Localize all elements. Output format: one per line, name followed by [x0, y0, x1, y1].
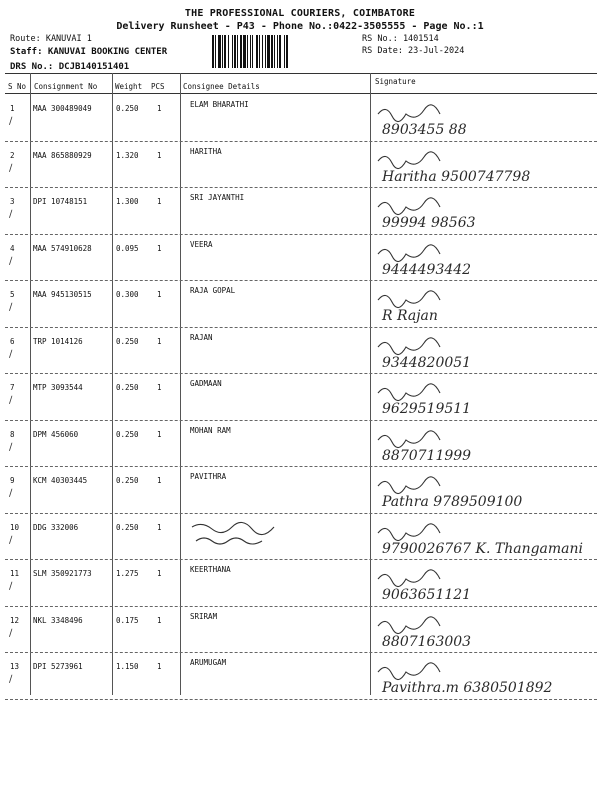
handwritten-signature [372, 658, 592, 702]
col-header-pcs: PCS [151, 82, 165, 91]
row-sno: 2 [10, 150, 15, 160]
row-weight: 0.250 [116, 383, 139, 392]
signature-text: 8870711999 [382, 447, 472, 464]
handwritten-signature [372, 333, 592, 377]
row-pcs: 1 [157, 104, 162, 113]
signature-text: 99994 98563 [382, 215, 476, 231]
signature-text: 9790026767 K. Thangamani [382, 540, 584, 557]
pen-tick-mark: ∕ [9, 302, 13, 313]
route-label: Route: KANUVAI 1 [10, 34, 92, 44]
col-header-weight: Weight [115, 82, 143, 91]
signature-text: 9063651121 [382, 587, 472, 603]
col-divider [180, 73, 181, 695]
row-pcs: 1 [157, 476, 162, 485]
handwritten-signature [372, 565, 592, 609]
row-consignment-no: MAA 945130515 [33, 290, 92, 299]
row-pcs: 1 [157, 522, 162, 532]
document-subtitle: Delivery Runsheet - P43 - Phone No.:0422-3505555 - Page No.:1 [116, 21, 484, 32]
pen-tick-mark: ∕ [9, 255, 13, 267]
pen-tick-mark: ∕ [9, 395, 13, 406]
col-header-consignment: Consignment No [34, 82, 98, 91]
document-title: THE PROFESSIONAL COURIERS, COIMBATORE [184, 8, 416, 19]
row-sno: 5 [10, 290, 15, 299]
row-pcs: 1 [157, 150, 162, 160]
staff-label: Staff: KANUVAI BOOKING CENTER [10, 47, 168, 57]
row-consignee: GADMAAN [190, 379, 222, 388]
pen-tick-mark: ∕ [9, 348, 13, 360]
row-sno: 10 [10, 522, 20, 532]
handwritten-signature [372, 379, 592, 423]
row-consignee: ARUMUGAM [190, 658, 227, 667]
row-pcs: 1 [157, 383, 162, 392]
row-consignment-no: KCM 40303445 [33, 476, 88, 485]
row-weight: 1.275 [116, 569, 139, 578]
row-sno: 13 [10, 662, 20, 671]
row-weight: 0.300 [116, 290, 139, 299]
pen-tick-mark: ∕ [9, 441, 13, 453]
row-sno: 9 [10, 476, 15, 485]
row-weight: 0.250 [116, 476, 139, 485]
handwritten-signature [372, 426, 592, 470]
row-pcs: 1 [157, 615, 162, 625]
pen-tick-mark: ∕ [9, 627, 13, 639]
col-divider [112, 73, 113, 695]
drs-number: DRS No.: DCJB140151401 [10, 62, 130, 72]
row-sno: 6 [10, 336, 15, 346]
row-consignment-no: MAA 574910628 [33, 243, 92, 253]
row-sno: 3 [10, 197, 15, 206]
pen-tick-mark: ∕ [9, 488, 13, 499]
row-weight: 0.250 [116, 429, 139, 439]
signature-text: 9444493442 [382, 261, 472, 278]
handwritten-signature [372, 286, 592, 330]
signature-text: 9344820051 [382, 354, 472, 371]
signature-text: Pavithra.m 6380501892 [382, 680, 553, 696]
row-consignment-no: MTP 3093544 [33, 383, 83, 392]
handwritten-signature [372, 147, 592, 191]
row-sno: 11 [10, 569, 20, 578]
header-top-rule [5, 73, 597, 74]
signature-text: Haritha 9500747798 [382, 168, 531, 185]
handwritten-signature [372, 193, 592, 237]
row-consignment-no: MAA 865880929 [33, 150, 92, 160]
handwritten-signature [372, 519, 592, 563]
row-pcs: 1 [157, 429, 162, 439]
row-consignee: HARITHA [190, 146, 222, 156]
row-consignee: RAJA GOPAL [190, 286, 236, 295]
barcode [212, 35, 357, 68]
header-bottom-rule [5, 93, 597, 94]
row-weight: 0.095 [116, 243, 139, 253]
row-pcs: 1 [157, 243, 162, 253]
rs-number: RS No.: 1401514 [362, 34, 439, 44]
pen-tick-mark: ∕ [9, 674, 13, 685]
row-consignee: VEERA [190, 239, 213, 249]
row-sno: 8 [10, 429, 15, 439]
scribbled-consignee-mark [188, 519, 298, 553]
row-consignee: RAJAN [190, 332, 213, 342]
row-consignment-no: DDG 332006 [33, 522, 79, 532]
pen-tick-mark: ∕ [9, 116, 13, 127]
row-consignment-no: TRP 1014126 [33, 336, 83, 346]
row-consignment-no: MAA 300489049 [33, 104, 92, 113]
handwritten-signature [372, 240, 592, 284]
signature-text: Pathra 9789509100 [382, 494, 523, 510]
row-pcs: 1 [157, 662, 162, 671]
row-consignment-no: NKL 3348496 [33, 615, 83, 625]
rs-date: RS Date: 23-Jul-2024 [362, 46, 465, 56]
col-header-consignee: Consignee Details [183, 82, 260, 91]
signature-text: R Rajan [382, 308, 438, 324]
pen-tick-mark: ∕ [9, 162, 13, 174]
row-pcs: 1 [157, 336, 162, 346]
row-consignment-no: DPM 456060 [33, 429, 79, 439]
row-consignment-no: DPI 10748151 [33, 197, 88, 206]
row-pcs: 1 [157, 197, 162, 206]
pen-tick-mark: ∕ [9, 581, 13, 592]
pen-tick-mark: ∕ [9, 534, 13, 546]
row-consignee: PAVITHRA [190, 472, 227, 481]
row-consignee: SRI JAYANTHI [190, 193, 245, 202]
row-consignee: SRIRAM [190, 611, 218, 621]
row-weight: 0.250 [116, 522, 139, 532]
row-weight: 1.300 [116, 197, 139, 206]
handwritten-signature [372, 100, 592, 144]
signature-text: 8903455 88 [382, 122, 467, 138]
row-consignment-no: DPI 5273961 [33, 662, 83, 671]
col-header-signature: Signature [375, 77, 416, 86]
row-pcs: 1 [157, 569, 162, 578]
signature-text: 8807163003 [382, 633, 472, 650]
col-divider [370, 73, 371, 695]
row-sno: 4 [10, 243, 15, 253]
row-consignee: KEERTHANA [190, 565, 231, 574]
row-sno: 1 [10, 104, 15, 113]
row-weight: 0.250 [116, 336, 139, 346]
row-consignment-no: SLM 350921773 [33, 569, 92, 578]
handwritten-signature [372, 472, 592, 516]
col-header-sno: S No [8, 82, 27, 91]
row-consignee: ELAM BHARATHI [190, 100, 249, 109]
row-sno: 7 [10, 383, 15, 392]
row-pcs: 1 [157, 290, 162, 299]
row-sno: 12 [10, 615, 20, 625]
pen-tick-mark: ∕ [9, 209, 13, 220]
row-weight: 0.250 [116, 104, 139, 113]
row-weight: 1.320 [116, 150, 139, 160]
row-consignee: MOHAN RAM [190, 425, 231, 435]
col-divider [30, 73, 31, 695]
row-weight: 0.175 [116, 615, 139, 625]
row-weight: 1.150 [116, 662, 139, 671]
handwritten-signature [372, 612, 592, 656]
signature-text: 9629519511 [382, 401, 472, 417]
